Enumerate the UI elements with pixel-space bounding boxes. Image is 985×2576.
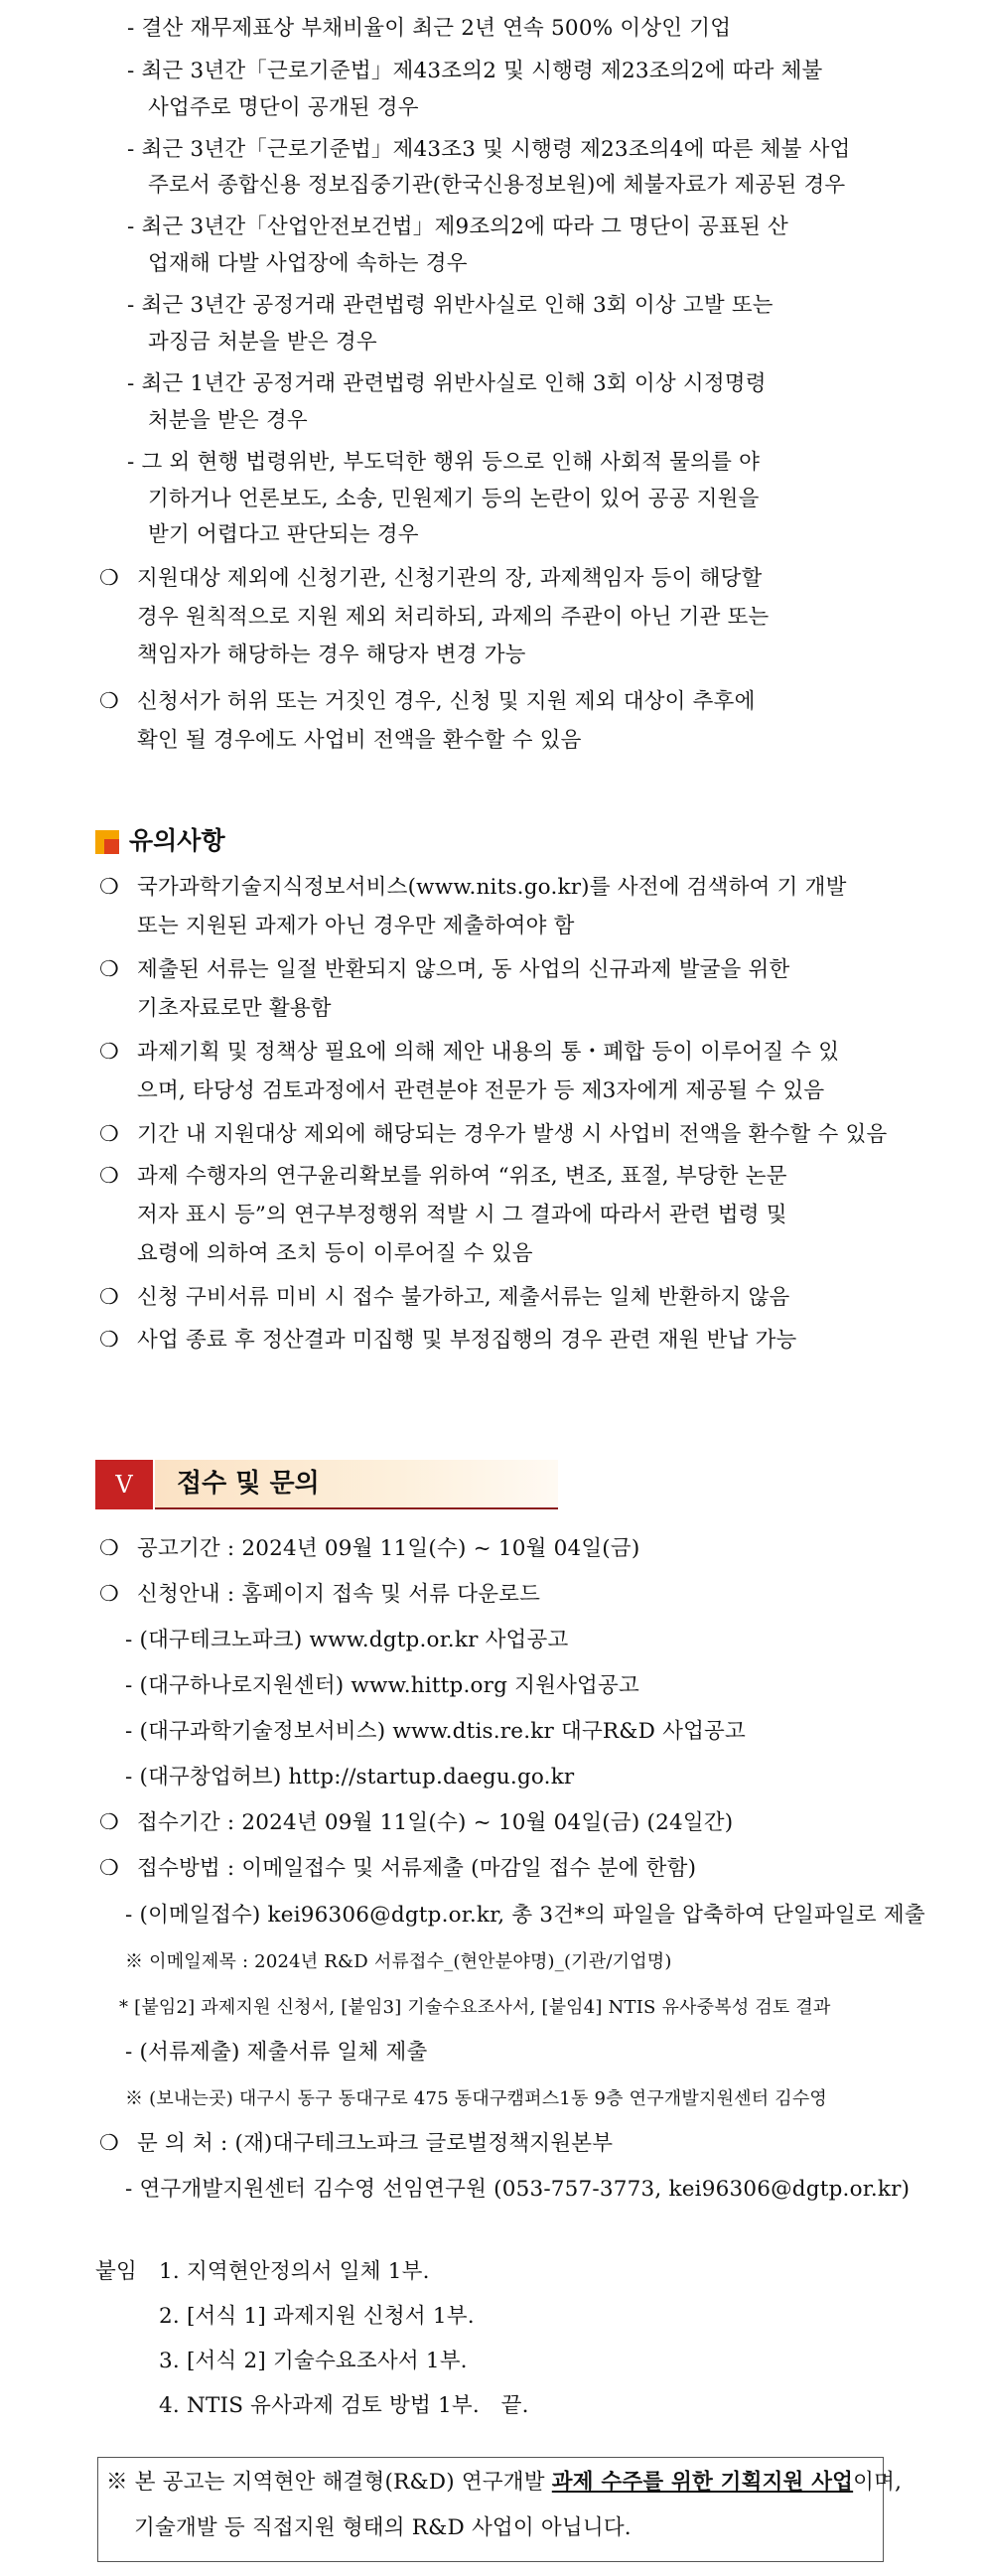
bullet-circle: ❍: [99, 1856, 119, 1881]
item-fair-trade-1-cont: 과징금 처분을 받은 경우: [148, 330, 377, 355]
item-fair-trade-1: - 최근 3년간 공정거래 관련법령 위반사실로 인해 3회 이상 고발 또는: [127, 293, 774, 318]
circle-exclusion: 지원대상 제외에 신청기관, 신청기관의 장, 과제책임자 등이 해당할: [137, 566, 763, 591]
site-startup: - (대구창업허브) http://startup.daegu.go.kr: [125, 1765, 575, 1789]
bullet-circle: ❍: [99, 1164, 119, 1189]
bullet-circle: ❍: [99, 1040, 119, 1065]
notice-emphasis: 과제 수주를 위한 기획지원 사업: [551, 2470, 854, 2495]
note-ethics: 과제 수행자의 연구윤리확보를 위하여 “위조, 변조, 표절, 부당한 논문: [137, 1164, 787, 1189]
item-other-cont-1: 기하거나 언론보도, 소송, 민원제기 등의 논란이 있어 공공 지원을: [148, 487, 760, 511]
notice-text: ※ 본 공고는 지역현안 해결형(R&D) 연구개발: [106, 2470, 552, 2495]
circle-exclusion-cont-2: 책임자가 해당하는 경우 해당자 변경 가능: [137, 643, 526, 667]
bullet-circle: ❍: [99, 1810, 119, 1835]
note-ethics-cont-2: 요령에 의하여 조치 등이 이루어질 수 있음: [137, 1241, 533, 1266]
site-dgtp: - (대구테크노파크) www.dgtp.or.kr 사업공고: [125, 1628, 569, 1652]
bullet-circle: ❍: [99, 1122, 119, 1147]
mailing-address: ※ (보내는곳) 대구시 동구 동대구로 475 동대구캠퍼스1동 9층 연구개발지원센터 김수영: [125, 2088, 828, 2109]
note-nits-cont: 또는 지원된 과제가 아닌 경우만 제출하여야 함: [137, 914, 575, 938]
note-merge: 과제기획 및 정책상 필요에 의해 제안 내용의 통・폐합 등이 이루어질 수 있: [137, 1040, 840, 1065]
bullet-circle: ❍: [99, 1582, 119, 1607]
circle-false-application-cont: 확인 될 경우에도 사업비 전액을 환수할 수 있음: [137, 728, 582, 753]
bullet-circle: ❍: [99, 2131, 119, 2156]
attachment-item: 1. 지역현안정의서 일체 1부.: [159, 2259, 430, 2284]
section-v-heading: [95, 1460, 558, 1511]
inquiry-office: 문 의 처 : (재)대구테크노파크 글로벌정책지원본부: [137, 2131, 614, 2156]
circle-exclusion-cont-1: 경우 원칙적으로 지원 제외 처리하되, 과제의 주관이 아닌 기관 또는: [137, 605, 770, 630]
bullet-circle: ❍: [99, 689, 119, 714]
note-incomplete: 신청 구비서류 미비 시 접수 불가하고, 제출서류는 일체 반환하지 않음: [137, 1285, 790, 1310]
notice-line-1: [106, 2468, 902, 2498]
bullet-circle: ❍: [99, 1536, 119, 1561]
email-subject-note: ※ 이메일제목 : 2024년 R&D 서류접수_(현안분야명)_(기관/기업명): [125, 1951, 672, 1972]
item-labor-law-2: - 최근 3년간「근로기준법」제43조3 및 시행령 제23조의4에 따른 체불 사업: [127, 137, 851, 162]
item-labor-law-1-cont: 사업주로 명단이 공개된 경우: [148, 95, 419, 120]
attachment-item: 2. [서식 1] 과제지원 신청서 1부.: [159, 2304, 475, 2329]
bullet-circle: ❍: [99, 1328, 119, 1353]
note-ethics-cont-1: 저자 표시 등”의 연구부정행위 적발 시 그 결과에 따라서 관련 법령 및: [137, 1203, 787, 1227]
notes-title: 유의사항: [129, 826, 225, 855]
item-labor-law-2-cont: 주로서 종합신용 정보집중기관(한국신용정보원)에 체불자료가 제공된 경우: [148, 173, 846, 198]
note-documents: 제출된 서류는 일절 반환되지 않으며, 동 사업의 신규과제 발굴을 위한: [137, 957, 790, 982]
section-number: V: [95, 1460, 153, 1509]
item-labor-law-1: - 최근 3년간「근로기준법」제43조의2 및 시행령 제23조의2에 따라 체불: [127, 59, 823, 83]
item-other: - 그 외 현행 법령위반, 부도덕한 행위 등으로 인해 사회적 물의를 야: [127, 450, 761, 475]
inquiry-person: - 연구개발지원센터 김수영 선임연구원 (053-757-3773, kei96306@dgtp.or.kr): [125, 2177, 911, 2202]
note-nits: 국가과학기술지식정보서비스(www.nits.go.kr)를 사전에 검색하여 기 개발: [137, 875, 847, 900]
section-square-icon: [95, 830, 119, 854]
announce-period: 공고기간 : 2024년 09월 11일(수) ~ 10월 04일(금): [137, 1536, 640, 1561]
item-safety-law-cont: 업재해 다발 사업장에 속하는 경우: [148, 251, 468, 276]
notice-line-2: 기술개발 등 직접지원 형태의 R&D 사업이 아닙니다.: [134, 2515, 632, 2540]
notice-text-end: 이며,: [853, 2470, 903, 2495]
attachments-label: 붙임: [95, 2259, 137, 2284]
bullet-circle: ❍: [99, 1285, 119, 1310]
circle-false-application: 신청서가 허위 또는 거짓인 경우, 신청 및 지원 제외 대상이 추후에: [137, 689, 756, 714]
item-safety-law: - 최근 3년간「산업안전보건법」제9조의2에 따라 그 명단이 공표된 산: [127, 215, 788, 239]
attachment-item: 4. NTIS 유사과제 검토 방법 1부. 끝.: [159, 2393, 529, 2418]
bullet-circle: ❍: [99, 957, 119, 982]
email-submission: - (이메일접수) kei96306@dgtp.or.kr, 총 3건*의 파일을 압축하여 단일파일로 제출: [125, 1903, 925, 1928]
item-debt-ratio: - 결산 재무제표상 부채비율이 최근 2년 연속 500% 이상인 기업: [127, 16, 732, 41]
item-fair-trade-2: - 최근 1년간 공정거래 관련법령 위반사실로 인해 3회 이상 시정명령: [127, 371, 767, 396]
attachment-item: 3. [서식 2] 기술수요조사서 1부.: [159, 2349, 468, 2373]
application-guide: 신청안내 : 홈페이지 접속 및 서류 다운로드: [137, 1582, 541, 1607]
submission-method: 접수방법 : 이메일접수 및 서류제출 (마감일 접수 분에 한함): [137, 1856, 697, 1881]
site-dtis: - (대구과학기술정보서비스) www.dtis.re.kr 대구R&D 사업공고: [125, 1719, 746, 1744]
bullet-circle: ❍: [99, 566, 119, 591]
attachment-note: * [붙임2] 과제지원 신청서, [붙임3] 기술수요조사서, [붙임4] NTIS 유사중복성 검토 결과: [119, 1997, 831, 2018]
submission-period: 접수기간 : 2024년 09월 11일(수) ~ 10월 04일(금) (24일간): [137, 1810, 734, 1835]
section-title: 접수 및 문의: [177, 1469, 320, 1499]
note-settlement: 사업 종료 후 정산결과 미집행 및 부정집행의 경우 관련 재원 반납 가능: [137, 1328, 797, 1353]
item-fair-trade-2-cont: 처분을 받은 경우: [148, 408, 308, 433]
note-documents-cont: 기초자료로만 활용함: [137, 996, 332, 1021]
bullet-circle: ❍: [99, 875, 119, 900]
note-merge-cont: 으며, 타당성 검토과정에서 관련분야 전문가 등 제3자에게 제공될 수 있음: [137, 1078, 825, 1103]
item-other-cont-2: 받기 어렵다고 판단되는 경우: [148, 522, 419, 547]
paper-submission: - (서류제출) 제출서류 일체 제출: [125, 2040, 428, 2065]
notice-box: [97, 2457, 903, 2562]
site-hittp: - (대구하나로지원센터) www.hittp.org 지원사업공고: [125, 1673, 639, 1698]
note-refund: 기간 내 지원대상 제외에 해당되는 경우가 발생 시 사업비 전액을 환수할 수 있음: [137, 1122, 888, 1147]
